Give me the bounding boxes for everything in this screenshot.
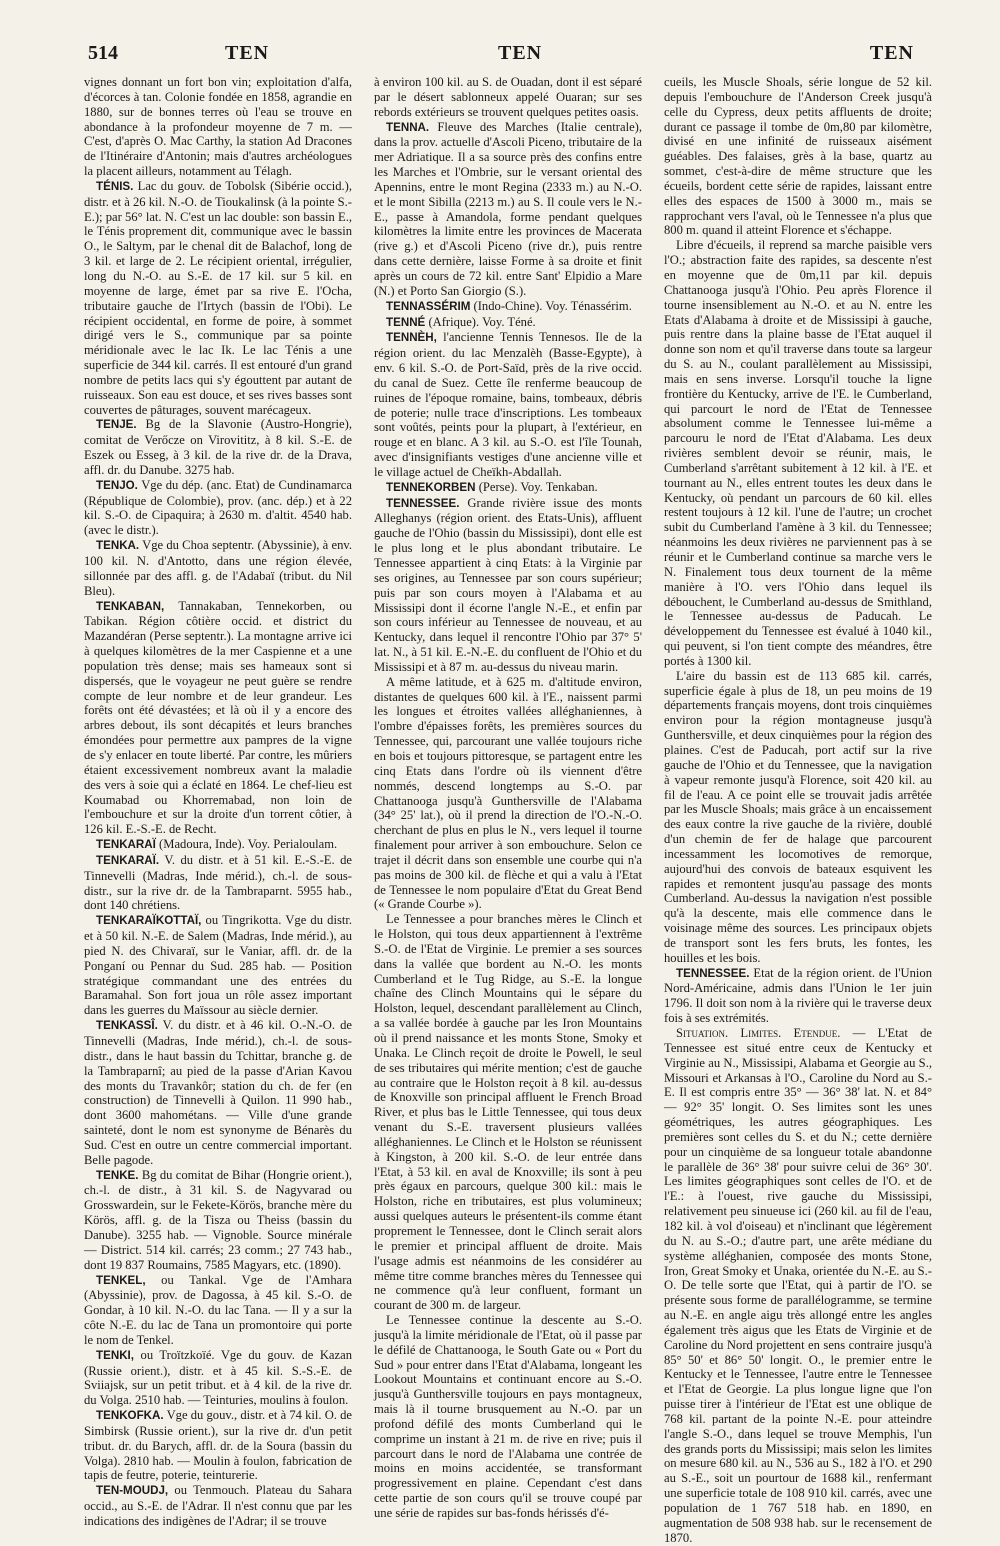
entry-text: (Perse). Voy. Tenkaban. <box>475 479 598 494</box>
entry-text: Libre d'écueils, il reprend sa marche paisible vers l'O.; abstraction faite des rapides, sa descente n'est en moyenne que de 0m,11 par kil. depuis Chattanooga jusqu'à l'Ohio. Peu après Florence il tourne insensiblement au N.-O. et au N. entre les Etats d'Alabama à droite et de Mississipi à gauche, puis rentre dans la plaine basse de l'Etat auquel il donne son nom et qu'il traverse dans toute sa largeur du S. au N., coulant parallèlement au Mississipi, mais en sens inverse. Lorsqu'il touche la ligne frontière du Kentucky, arrive de l'E. le Cumberland, qui parcourt le nord de l'Etat de Tennessee absolument comme le Tennessee lui-même a parcouru le nord de l'Etat d'Alabama. Les deux rivières semblent devoir se réunir, mais, le Cumberland s'arrêtant subitement à 12 kil. à l'E. et tournant au N., elles entrent toutes les deux dans le Kentucky, où pendant un parcours de 60 kil. elles restent toujours à 12 kil. l'une de l'autre; un crochet subit du Cumberland l'amène à 3 kil. du Tennessee; néanmoins les deux rivières ne parviennent pas à se réunir et le Cumberland continue sa marche vers le N. Finalement tous deux tournent de la même manière à l'O. vers l'Ohio dans lequel ils débouchent, le Cumberland au-dessus de Smithland, le Tennessee au-dessus de Paducah. Le développement du Tennessee est évalué à 1040 kil., qui peuvent, si l'on tient compte des méandres, être portés à 1300 kil. <box>664 238 932 668</box>
dictionary-entry <box>84 179 352 418</box>
dictionary-entry <box>84 1408 352 1483</box>
entry-headword: TENKARAÏ <box>96 838 156 852</box>
text-columns <box>84 75 932 1545</box>
entry-text: ou Tenmouch. Plateau du Sahara occid., au S.-E. de l'Adrar. Il n'est connu que par les indications des indigènes de l'Adrar; il se trouve <box>84 1483 352 1528</box>
dictionary-entry <box>84 538 352 598</box>
entry-headword: TEN-MOUDJ, <box>96 1484 169 1498</box>
entry-text: V. du distr. et à 46 kil. O.-N.-O. de Tinnevelli (Madras, Inde mérid.), ch.-l. de sous-distr., dans le haut bassin du Tchittar, branche g. de la Tambraparnî; au pied de la passe d'Arian Kavou des monts du Travankôr; station du ch. de fer (en construction) de Tinnevelli à Quilon. 11 990 hab., dont 3600 mahométans. — Ville d'une grande sainteté, dont le nom est synonyme de Bénarès du Sud. C'est en outre un centre commercial important. Belle pagode. <box>84 1018 352 1167</box>
dictionary-entry <box>84 1348 352 1408</box>
entry-text: ou Tankal. Vge de l'Amhara (Abyssinie), prov. de Dagossa, à 45 kil. S.-O. de Gondar, à 10 kil. N.-O. du lac Tana. — Il y a sur la côte N.-E. du lac de Tana un promontoire qui porte le nom de Tenkel. <box>84 1272 352 1347</box>
paragraph <box>84 75 352 179</box>
entry-text: Lac du gouv. de Tobolsk (Sibérie occid.), distr. et à 26 kil. N.-O. de Tioukalinsk (à la pointe S.-E.); par 56° lat. N. C'est un lac double: son bassin E., le Ténis proprement dit, communique avec le bassin O., le Saltym, par le chenal dit de Balachof, long de 3 kil. et large de 2. Le récipient oriental, irrégulier, long du N.-O. au S.-E. de 17 kil. sur 5 kil. en moyenne de large, émet par sa rive E. l'Ocha, tributaire gauche de l'Irtych (bassin de l'Obi). Le récipient occidental, en forme de poire, à sommet dirigé vers le S., communique par sa pointe méridionale avec le lac Ik. Le lac Ténis a une superficie de 344 kil. carrés. Il est entouré d'un grand nombre de petits lacs qui s'y égouttent par autant de ruisseaux. Son eau est douce, et ses rives basses sont couvertes de pâturages, souvent marécageux. <box>84 178 352 417</box>
dictionary-entry <box>374 120 642 299</box>
entry-text: Tannakaban, Tennekorben, ou Tabikan. Région côtière occid. et district du Mazandéran (Perse septentr.). La montagne arrive ici à quelques kilomètres de la mer Caspienne et a une population très dense; mais ses hameaux sont si dispersés, que le voyageur ne peut guère se rendre compte de leur nombre et de leur grandeur. Les forêts ont été dévastées; et là où il y a encore des arbres debout, ils sont décapités et leurs branches émondées pour permettre aux pampres de la vigne de s'y enlacer en toute liberté. Par contre, les mûriers étaient excessivement nombreux avant la maladie des vers à soie qui a éclaté en 1864. Le chef-lieu est Koumabad ou Khorremabad, non loin de l'embouchure et sur la droite d'un torrent côtier, à 126 kil. E.-S.-E. de Recht. <box>84 598 352 837</box>
entry-headword: TENJE. <box>96 418 137 432</box>
running-head-left: TEN <box>225 42 270 64</box>
paragraph <box>374 1313 642 1521</box>
running-head-right: TEN <box>869 42 914 64</box>
paragraph <box>374 675 642 913</box>
entry-text: ou Tingrikotta. Vge du distr. et à 50 kil. N.-E. de Salem (Madras, Inde mérid.), au pied N. des Chivaraï, sur le Vaniar, affl. dr. de la Ponganí ou Pennar du Sud. 285 hab. — Position stratégique commandant une des entrées du Baramahal. Son fort joua un rôle assez important dans les guerres du Maïssour au siècle dernier. <box>84 913 352 1018</box>
paragraph <box>664 75 932 238</box>
paragraph <box>374 912 642 1313</box>
entry-headword: TENKABAN, <box>96 599 165 613</box>
dictionary-entry <box>84 913 352 1018</box>
entry-headword: TENKASSÎ. <box>96 1019 158 1033</box>
entry-text: (Indo-Chine). Voy. Ténassérim. <box>470 298 632 313</box>
dictionary-entry <box>84 1483 352 1529</box>
entry-text: Le Tennessee a pour branches mères le Clinch et le Holston, qui tous deux appartiennent à l'extrême S.-O. de l'Etat de Virginie. Le premier a ses sources dans la vallée que bordent au N.-O. les monts Cumberland et le Tug Ridge, au S.-E. la longue chaîne des Clinch Mountains qui le sépare du Holston, lequel, descendant parallèlement au Clinch, a sa vallée bordée à gauche par les Iron Mountains où il prend naissance et les monts Stone, Smoky et Unaka. Le Clinch reçoit de droite le Powell, le seul de ses tributaires qui mérite mention; c'est de gauche au contraire que le Holston reçoit à 8 kil. au-dessus de Knoxville son principal affluent le French Broad River, et plus bas le Little Tennessee, qui tous deux venant du S.-E. traversent plusieurs vallées alléghaniennes. Le Clinch et le Holston se réunissent à Kingston, à 200 kil. S.-O. de leur entrée dans l'Etat, à 53 kil. en aval de Knoxville; ils sont à peu près égaux en parcours, quelque 300 kil.: mais le Holston, riche en tributaires, est plus volumineux; aussi quelques auteurs le présentent-ils comme étant proprement le Tennessee, dont le Clinch serait alors le premier et principal affluent de droite. Mais l'usage admis est néanmoins de les considérer au même titre comme branches mères du Tennessee qui ne commence qu'à leur confluent, formant un courant de 300 m. de largeur. <box>374 912 642 1313</box>
dictionary-entry <box>84 837 352 853</box>
column-right <box>664 75 932 1545</box>
section-heading: Situation. Limites. Etendue. <box>676 1026 841 1040</box>
paragraph <box>374 75 642 120</box>
entry-headword: TENKARAÏKOTTAÏ, <box>96 914 202 928</box>
entry-text: Le Tennessee continue la descente au S.-O. jusqu'à la limite méridionale de l'Etat, où il passe par le défilé de Chattanooga, le South Gate ou « Port du Sud » pour entrer dans l'Etat d'Alabama, longeant les Lookout Mountains et continuant encore au S.-O. jusqu'à Gunthersville toujours en pays montagneux, mais là il tourne brusquement au N.-O. par un profond défilé des monts Cumberland qui le comprime un instant à 21 m. de rive en rive; puis il parcourt dans le nord de l'Alabama une contrée de moins en moins accidentée, se transformant progressivement en plaine. Cependant c'est dans cette partie de son cours qu'il se trouve coupé par une série de rapides sur bas-fonds hérissés d'é- <box>374 1313 642 1520</box>
entry-text: V. du distr. et à 51 kil. E.-S.-E. de Tinnevelli (Madras, Inde mérid.), ch.-l. de sous-distr., sur la rive dr. de la Tambraparnt. 5955 hab., dont 140 chrétiens. <box>84 852 352 913</box>
dictionary-entry <box>374 315 642 331</box>
entry-text: à environ 100 kil. au S. de Ouadan, dont il est séparé par le désert sablonneux appelé Ouaran; sur ses rebords extérieurs se trouvent quelques petites oasis. <box>374 75 642 119</box>
entry-text: — L'Etat de Tennessee est situé entre ceux de Kentucky et Virginie au N., Mississipi, Alabama et Georgie au S., Missouri et Arkansas à l'O., Caroline du Nord au S.-E. Il est compris entre 35° — 36° 38' lat. N. et 84° — 92° 35' longit. O. Ses limites sont les unes géométriques, les autres géographiques. Les premières sont celles du S. et du N.; cette dernière pour un cinquième de sa longueur totale abandonne le parallèle de 36° 38' pour suivre celui de 36° 30'. Les limites géographiques sont celles de l'O. et de l'E.: à l'ouest, rive gauche du Mississipi, relativement peu sinueuse ici (260 kil. au fil de l'eau, 182 kil. à vol d'oiseau) et n'inclinant que légèrement du N. au S.-O.; d'autre part, une arête médiane du système alléghanien, composée des monts Stone, Iron, Great Smoky et Unaka, orientée du N.-E. au S.-O. De telle sorte que l'Etat, qui à partir de l'O. se présente sous forme de parallélogramme, se termine au N.-E. en angle aigu très allongé entre les angles également très aigus que les Etats de Virginie et de Caroline du Nord projettent en sens contraire jusqu'à 85° 50' et 86° 50' longit. O., le premier entre le Kentucky et le Tennessee, l'autre entre le Tennessee et l'Etat de Georgie. La plus longue ligne que l'on puisse tirer à l'intérieur de l'Etat est une oblique de 768 kil. partant de la pointe N.-E. pour atteindre l'angle S.-O., dans lequel se trouve Memphis, l'un des grands ports du Mississipi; mais selon les limites on mesure 680 kil. au N., 536 au S., 182 à l'O. et 290 au S.-E., soit un pourtour de 1688 kil., renfermant une superficie totale de 108 910 kil. carrés, avec une population de 1 767 518 hab. en 1890, en augmentation de 508 938 hab. sur le recensement de 1870. <box>664 1026 932 1545</box>
entry-headword: TENNA. <box>386 120 430 134</box>
dictionary-entry <box>84 1168 352 1273</box>
dictionary-entry <box>374 299 642 315</box>
entry-headword: TENJO. <box>96 478 138 492</box>
entry-headword: TENNESSEE. <box>676 966 750 980</box>
dictionary-entry <box>664 966 932 1026</box>
entry-text: cueils, les Muscle Shoals, série longue de 52 kil. depuis l'embouchure de l'Anderson Creek jusqu'à celle du Cypress, deux petits affluents de droite; durant ce passage il tombe de 0m,80 par kilomètre, divisé en une infinité de ruisseaux aisément guéables. Des falaises, grès à la base, quartz au sommet, c'est-à-dire de même structure que les écueils, bordent cette série de rapides, laissant entre elles des espaces de 1500 à 3000 m., mais se rapprochant vers l'aval, où le Tennessee n'a plus que 800 m. quand il atteint Florence et s'échappe. <box>664 75 932 238</box>
page-number: 514 <box>88 42 118 64</box>
dictionary-entry <box>84 1273 352 1348</box>
entry-text: ou Troïtzkoïé. Vge du gouv. de Kazan (Russie orient.), distr. et à 45 kil. S.-S.-E. de Sviiajsk, sur un petit tribut. et à 4 kil. de la rive dr. du Volga. 2510 hab. — Teinturies, moulins à foulon. <box>84 1347 352 1408</box>
running-head-center: TEN <box>498 42 543 64</box>
page-header <box>88 42 914 72</box>
entry-text: (Afrique). Voy. Téné. <box>425 314 536 329</box>
entry-headword: TENKA. <box>96 539 140 553</box>
dictionary-entry <box>84 853 352 913</box>
entry-headword: TENNASSÉRIM <box>386 299 471 313</box>
entry-headword: TENKOFKA. <box>96 1409 164 1423</box>
entry-headword: TENKARAÏ. <box>96 853 160 867</box>
paragraph <box>664 1026 932 1546</box>
dictionary-entry <box>84 417 352 477</box>
dictionary-entry <box>84 1018 352 1167</box>
dictionary-entry <box>374 480 642 496</box>
entry-text: Etat de la région orient. de l'Union Nord-Américaine, admis dans l'Union le 1er juin 1796. Il doit son nom à la rivière qui le traverse deux fois à ses extrémités. <box>664 965 932 1026</box>
entry-text: Bg du comitat de Bihar (Hongrie orient.), ch.-l. de distr., à 31 kil. S. de Nagyvarad ou Grosswardein, sur le Fekete-Körös, branche mère du Körös, affl. g. de la Tisza ou Theiss (bassin du Danube). 3255 hab. — Vignoble. Source minérale — District. 514 kil. carrés; 23 comm.; 27 743 hab., dont 19 837 Roumains, 7585 Magyars, etc. (1890). <box>84 1167 352 1272</box>
entry-headword: TENNÉ <box>386 315 426 329</box>
paragraph <box>664 238 932 668</box>
dictionary-entry <box>374 330 642 479</box>
entry-text: l'ancienne Tennis Tennesos. Ile de la région orient. du lac Menzalèh (Basse-Egypte), à env. 6 kil. S.-O. de Port-Saïd, près de la rive occid. du canal de Suez. Cette île renferme beaucoup de ruines de l'époque romaine, bains, tombeaux, débris de poterie; nulle trace d'inscriptions. Les tombeaux sont voûtés, peints pour la plupart, à l'extérieur, en rouge et en blanc. A 3 kil. au S.-O. est l'île Tounah, avec d'insignifiants vestiges d'une ancienne ville et le village actuel de Cheïkh-Abdallah. <box>374 330 642 479</box>
entry-text: A même latitude, et à 625 m. d'altitude environ, distantes de quelques 600 kil. à l'E., naissent parmi les longues et étroites vallées alléghaniennes, à l'ombre d'épaisses forêts, les premières sources du Tennessee, qui, parcourant une vallée toujours riche en bois et toujours pittoresque, se partagent entre les cinq Etats dans l'ordre où ils viennent d'être nommés, descend longtemps au S.-O. par Chattanooga jusqu'à Gunthersville de l'Alabama (34° 25' lat.), où il prend la direction de l'O.-N.-O. cherchant de plus en plus le N., vers lequel il tourne finalement pour arriver à son embouchure. Selon ce trajet il décrit dans son ensemble une courbe qui n'a pas moins de 300 kil. de flèche et qui a valu à l'Etat de Tennessee le nom populaire d'Etat du Great Bend (« Grande Courbe »). <box>374 674 642 912</box>
dictionary-entry <box>84 599 352 838</box>
entry-headword: TENKEL, <box>96 1273 146 1287</box>
column-left <box>84 75 352 1528</box>
entry-headword: TENNÈH, <box>386 331 437 345</box>
entry-text: Fleuve des Marches (Italie centrale), dans la prov. actuelle d'Ascoli Piceno, tributaire de la mer Adriatique. Il a sa source près des confins entre les Marches et l'Ombrie, sur le versant oriental des Apennins, entre le mont Regina (2333 m.) au N.-O. et le mont Sibilla (2213 m.) au S. Il coule vers le N.-E., passe à Amandola, forme pendant quelques kilomètres la limite entre les provinces de Macerata (rive g.) et d'Ascoli Piceno (rive dr.), puis rentre dans cette dernière, laisse Forme à sa droite et finit après un cours de 72 kil. entre Sant' Elpidio a Mare (N.) et Porto San Giorgio (S.). <box>374 119 642 298</box>
entry-headword: TENKE. <box>96 1168 139 1182</box>
entry-text: vignes donnant un fort bon vin; exploitation d'alfa, d'écorces à tan. Colonie fondée en 1858, agrandie en 1880, sur de bonnes terres où l'eau se trouve en abondance à la profondeur moyenne de 7 m. — C'est, d'après O. Mac Carthy, la station Ad Dracones de l'Itinéraire d'Antonin; mais d'autres archéologues la placent ailleurs, notamment au Télagh. <box>84 75 352 179</box>
entry-text: Bg de la Slavonie (Austro-Hongrie), comitat de Verőcze on Virovititz, à 8 kil. S.-E. de Eszek ou Esseg, à 3 kil. de la rive dr. de la Drava, affl. dr. du Danube. 3275 hab. <box>84 417 352 477</box>
entry-headword: TENNESSEE. <box>386 496 460 510</box>
entry-headword: TENKI, <box>96 1348 135 1362</box>
entry-text: Vge du Choa septentr. (Abyssinie), à env. 100 kil. N. d'Antotto, dans une région élevée, sillonnée par des affl. g. de l'Adabaï (tribut. du Nil Bleu). <box>84 538 352 598</box>
entry-text: Vge du gouv., distr. et à 74 kil. O. de Simbirsk (Russie orient.), sur la rive dr. d'un petit tribut. dr. du Barych, affl. dr. de la Soura (bassin du Volga). 2810 hab. — Moulin à foulon, fabrication de tapis de feutre, poterie, teinturerie. <box>84 1408 352 1483</box>
entry-text: L'aire du bassin est de 113 685 kil. carrés, superficie égale à plus de 18, un peu moins de 19 départements français moyens, dont trois cinquièmes environ pour la région montagneuse jusqu'à Gunthersville, et deux cinquièmes pour la région des plaines. C'est de Paducah, port actif sur la rive gauche de l'Ohio et du Tennessee, que la navigation à vapeur remonte jusqu'à Florence, soit 420 kil. au fil de l'eau. A ce point elle se trouvait jadis arrêtée par les Muscle Shoals; mais grâce à un encaissement des eaux contre la rive gauche de la rivière, doublé d'un chemin de fer de halage que parcourent incessamment les locomotives de remorque, aujourd'hui des convois de bateaux esquivent les rapides et remontent jusqu'au passage des monts Cumberland. Au-dessus la navigation n'est possible qu'à la descente, mais elle commence dans le voisinage même des sources. Les principaux objets de transport sont les fers bruts, les fontes, les houilles et les bois. <box>664 668 932 965</box>
entry-headword: TÉNIS. <box>96 179 134 193</box>
dictionary-entry <box>84 478 352 538</box>
entry-text: Vge du dép. (anc. Etat) de Cundinamarca (République de Colombie), prov. (anc. dép.) et à 22 kil. S.-O. de Cipaquira; à 2630 m. d'altit. 4540 hab. (avec le distr.). <box>84 477 352 538</box>
paragraph <box>664 669 932 966</box>
column-middle <box>374 75 642 1520</box>
entry-text: Grande rivière issue des monts Alleghanys (région orient. des Etats-Unis), affluent gauche de l'Ohio (bassin du Mississipi), dont elle est le plus long et le plus abondant tributaire. Le Tennessee appartient à cinq Etats: à la Virginie par ses origines, au Tennessee par son cours supérieur; puis par son cours moyen à l'Alabama et au Mississipi dont il écorne l'angle N.-E., et enfin par son cours inférieur au Tennessee de nouveau, et au Kentucky, dans lequel il rencontre l'Ohio par 37° 5' lat. N., à 51 kil. E.-N.-E. du confluent de l'Ohio et du Mississipi et à 87 m. au-dessus du niveau marin. <box>374 495 642 674</box>
entry-text: (Madoura, Inde). Voy. Perialoulam. <box>155 837 338 852</box>
entry-headword: TENNEKORBEN <box>386 480 476 494</box>
dictionary-entry <box>374 496 642 675</box>
